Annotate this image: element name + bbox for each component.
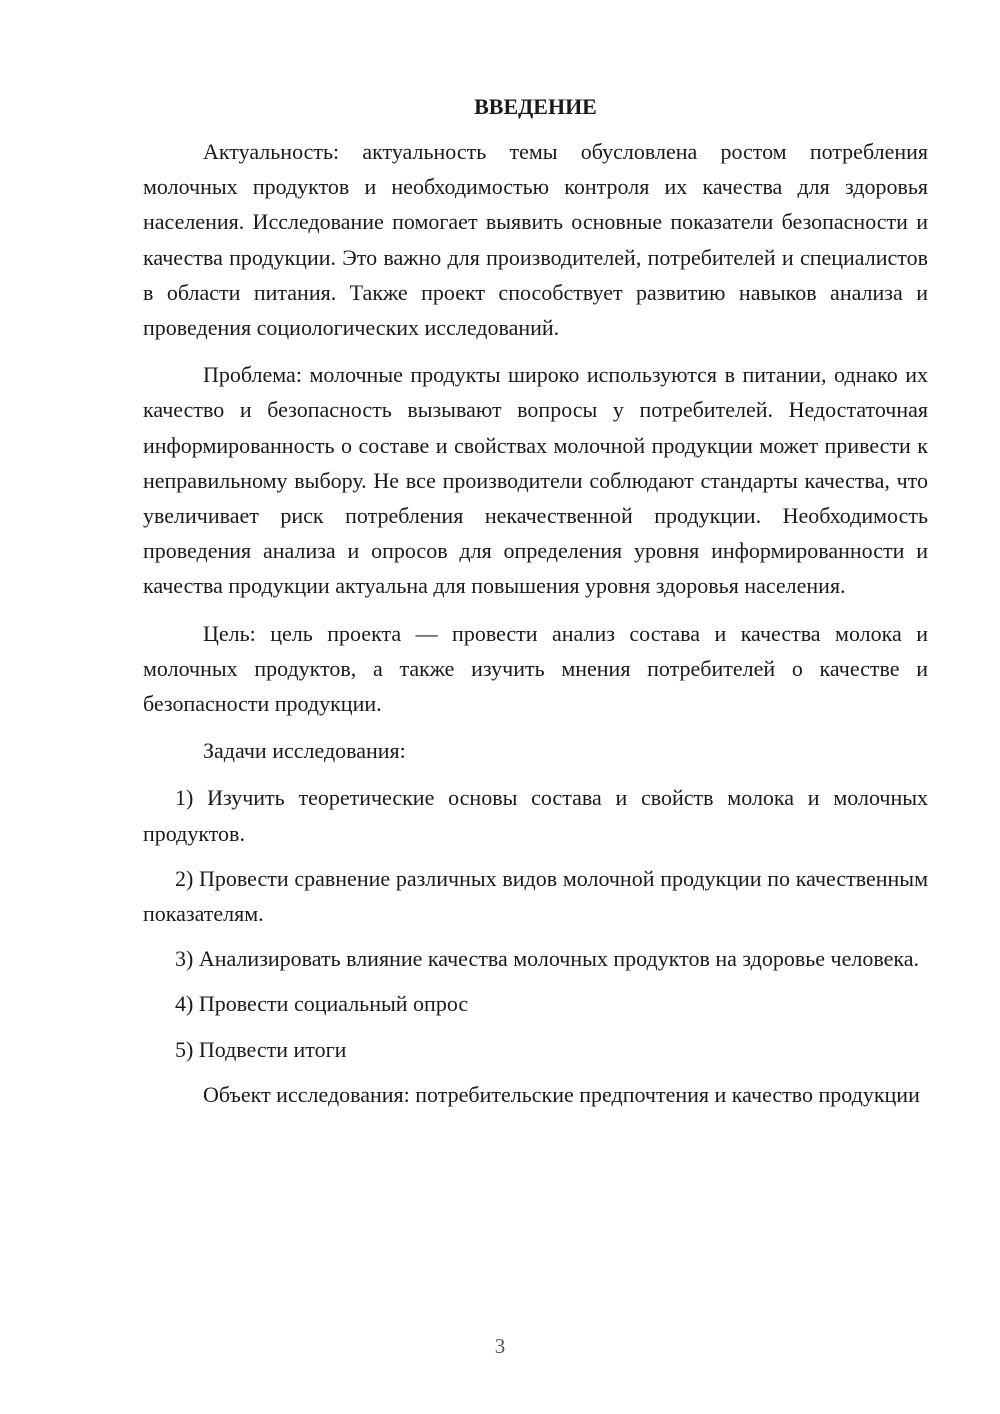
task-item: 4) Провести социальный опрос [175,991,469,1017]
relevance-paragraph: Актуальность: актуальность темы обусловлена ростом потребления молочных продуктов и необходимостью контроля их качества для здоровья населения. Исследование помогает выявить основные показатели безопасности и качества продукции. Это важно для производителей, потребителей и специалистов в области питания. Также проект способствует развитию навыков анализа и проведения социологических исследований. [143,139,928,341]
object-paragraph: Объект исследования: потребительские предпочтения и качество продукции [203,1081,920,1107]
task-item: 3) Анализировать влияние качества молочных продуктов на здоровье человека. [175,946,920,972]
problem-paragraph: Проблема: молочные продукты широко используются в питании, однако их качество и безопасность вызывают вопросы у потребителей. Недостаточная информированность о составе и свойствах молочной продукции может привести к неправильному выбору. Не все производители соблюдают стандарты качества, что увеличивает риск потребления некачественной продукции. Необходимость проведения анализа и опросов для определения уровня информированности и качества продукции актуальна для повышения уровня здоровья населения. [143,362,928,599]
page-number: 3 [494,1334,506,1358]
tasks-heading: Задачи исследования: [203,738,406,764]
task-item: 1) Изучить теоретические основы состава и свойств молока и молочных продуктов. [143,785,928,846]
tasks-list [143,780,928,1066]
task-item: 5) Подвести итоги [175,1036,347,1062]
document-page [143,92,928,1124]
goal-paragraph: Цель: цель проекта — провести анализ состава и качества молока и молочных продуктов, а также изучить мнения потребителей о качестве и безопасности продукции. [143,620,928,717]
section-title: ВВЕДЕНИЕ [474,94,597,119]
task-item: 2) Провести сравнение различных видов молочной продукции по качественным показателям. [143,865,928,927]
